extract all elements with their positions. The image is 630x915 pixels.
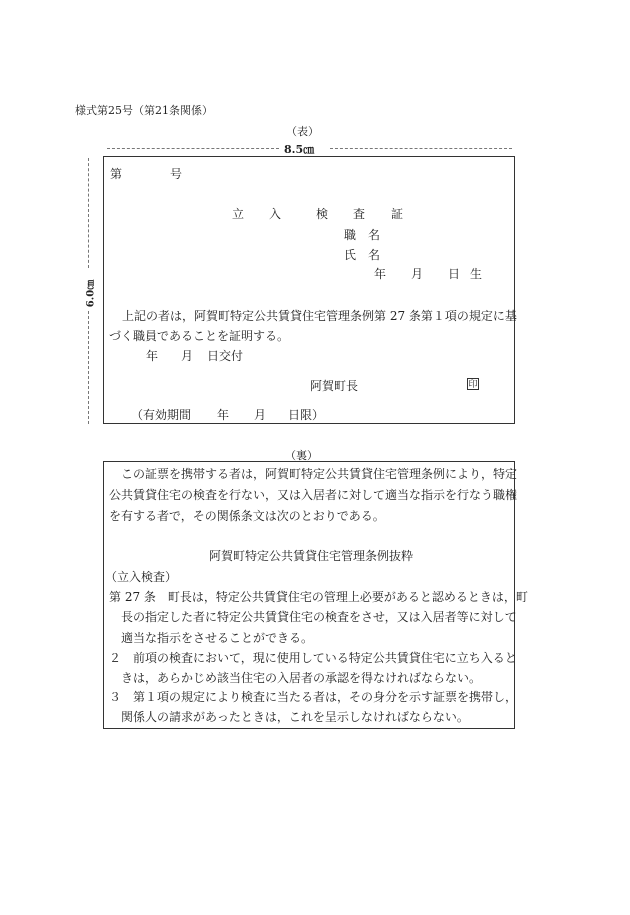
front-side-label: （表） [286, 125, 319, 138]
height-dimension-label: 6.0㎝ [85, 279, 97, 308]
job-title-label: 職 名 [344, 228, 381, 242]
issuer-name: 阿賀町長 [310, 379, 359, 393]
number-prefix: 第 [110, 167, 123, 181]
width-dimension-label: 8.5㎝ [284, 143, 315, 156]
inspection-card-front [103, 156, 515, 424]
birth-day-label: 日 [448, 267, 461, 281]
intro-line-2: 公共賃貸住宅の検査を行ない，又は入居者に対して適当な指示を行なう職権 [109, 488, 518, 502]
height-dimension-line-bottom [88, 311, 89, 424]
article-27-line-3: 適当な指示をさせることができる。 [121, 631, 314, 645]
issue-suffix: 日交付 [207, 349, 244, 363]
number-suffix: 号 [170, 167, 183, 181]
issue-month-label: 月 [181, 349, 194, 363]
certification-line-1: 上記の者は，阿賀町特定公共賃貸住宅管理条例第 27 条第１項の規定に基 [122, 309, 517, 323]
width-dimension-line-right [330, 148, 512, 149]
official-seal-mark: 印 [468, 380, 478, 390]
birth-month-label: 月 [411, 267, 424, 281]
paragraph-2-line-2: きは，あらかじめ該当住宅の入居者の承認を得なければならない。 [121, 671, 482, 685]
title-char: 入 [269, 207, 282, 221]
title-char: 検 [316, 207, 329, 221]
width-dimension-line-left [107, 148, 279, 149]
article-27-line-2: 長の指定した者に特定公共賃貸住宅の検査をさせ，又は入居者等に対して [121, 610, 517, 624]
validity-year-label: 年 [217, 408, 230, 422]
article-27-line-1: 第 27 条 町長は，特定公共賃貸住宅の管理上必要があると認めるときは，町 [109, 590, 528, 604]
validity-prefix: （有効期間 [131, 408, 192, 422]
height-dimension-line-top [88, 158, 89, 268]
intro-line-1: この証票を携帯する者は，阿賀町特定公共賃貸住宅管理条例により，特定 [121, 467, 518, 481]
title-char: 立 [232, 207, 245, 221]
name-label: 氏 名 [344, 248, 381, 262]
title-char: 査 [353, 207, 366, 221]
inspection-card-back [103, 461, 528, 729]
back-side-label: （裏） [285, 449, 318, 462]
paragraph-3-line-1: ３ 第１項の規定により検査に当たる者は，その身分を示す証票を携帯し， [109, 690, 518, 704]
paragraph-2-line-1: ２ 前項の検査において，現に使用している特定公共賃貸住宅に立ち入ると [109, 651, 517, 665]
certification-line-2: づく職員であることを証明する。 [109, 329, 290, 343]
excerpt-title: 阿賀町特定公共賃貸住宅管理条例抜粋 [209, 549, 414, 563]
validity-suffix: 日限） [288, 408, 325, 422]
paragraph-3-line-2: 関係人の請求があったときは，これを呈示しなければならない。 [121, 710, 469, 724]
birth-suffix: 生 [470, 267, 483, 281]
birth-year-label: 年 [374, 267, 387, 281]
section-caption: （立入検査） [105, 570, 178, 584]
validity-month-label: 月 [254, 408, 267, 422]
intro-line-3: を有する者で，その関係条文は次のとおりである。 [109, 509, 385, 523]
issue-year-label: 年 [146, 349, 159, 363]
title-char: 証 [391, 207, 404, 221]
form-number-header: 様式第25号（第21条関係） [75, 104, 213, 117]
